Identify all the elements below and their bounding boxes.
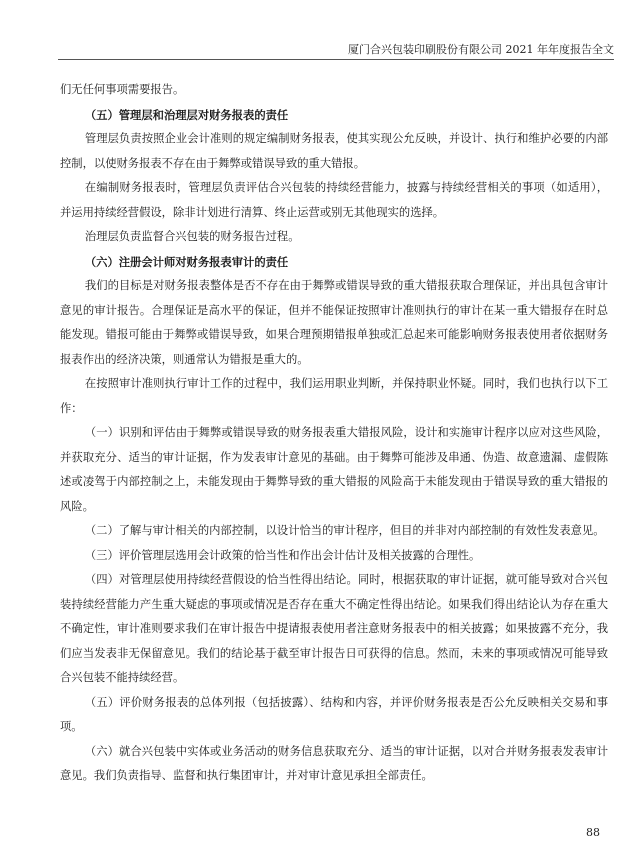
- header-title: 厦门合兴包装印刷股份有限公司 2021 年年度报告全文: [348, 43, 614, 56]
- paragraph: 在编制财务报表时，管理层负责评估合兴包装的持续经营能力，披露与持续经营相关的事项（如适用），并运用持续经营假设，除非计划进行清算、终止运营或别无其他现实的选择。: [60, 181, 608, 219]
- list-item: （六）就合兴包装中实体或业务活动的财务信息获取充分、适当的审计证据，以对合并财务报表发表审计意见。我们负责指导、监督和执行集团审计，并对审计意见承担全部责任。: [60, 744, 608, 782]
- section-heading: （六）注册会计师对财务报表审计的责任: [84, 254, 289, 269]
- paragraph: 管理层负责按照企业会计准则的规定编制财务报表，使其实现公允反映，并设计、执行和维护必要的内部控制，以使财务报表不存在由于舞弊或错误导致的重大错报。: [60, 132, 608, 170]
- section-heading: （五）管理层和治理层对财务报表的责任: [84, 107, 289, 122]
- paragraph: 我们的目标是对财务报表整体是否不存在由于舞弊或错误导致的重大错报获取合理保证，并出具包含审计意见的审计报告。合理保证是高水平的保证，但并不能保证按照审计准则执行的审计在某一重大错报存在时总能发现。错报可能由于舞弊或错误导致，如果合理预期错报单独或汇总起来可能影响财务报表使用者依据财务报表作出的经济决策，则通常认为错报是重大的。: [60, 279, 608, 366]
- page-header: [58, 37, 614, 60]
- paragraph: 在按照审计准则执行审计工作的过程中，我们运用职业判断，并保持职业怀疑。同时，我们也执行以下工作：: [60, 377, 608, 415]
- list-item: （一）识别和评估由于舞弊或错误导致的财务报表重大错报风险，设计和实施审计程序以应对这些风险，并获取充分、适当的审计证据，作为发表审计意见的基础。由于舞弊可能涉及串通、伪造、故意遗漏、虚假陈述或凌驾于内部控制之上，未能发现由于舞弊导致的重大错报的风险高于未能发现由于错误导致的重大错报的风险。: [60, 426, 608, 513]
- list-item: （四）对管理层使用持续经营假设的恰当性得出结论。同时，根据获取的审计证据，就可能导致对合兴包装持续经营能力产生重大疑虑的事项或情况是否存在重大不确定性得出结论。如果我们得出结论认为存在重大不确定性，审计准则要求我们在审计报告中提请报表使用者注意财务报表中的相关披露；如果披露不充分，我们应当发表非无保留意见。我们的结论基于截至审计报告日可获得的信息。然而，未来的事项或情况可能导致合兴包装不能持续经营。: [60, 573, 608, 684]
- list-item: （五）评价财务报表的总体列报（包括披露）、结构和内容，并评价财务报表是否公允反映相关交易和事项。: [60, 695, 608, 733]
- document-body: [60, 78, 608, 789]
- list-item: （三）评价管理层选用会计政策的恰当性和作出会计估计及相关披露的合理性。: [84, 548, 481, 562]
- paragraph: 治理层负责监督合兴包装的财务报告过程。: [84, 230, 300, 243]
- list-item: （二）了解与审计相关的内部控制，以设计恰当的审计程序，但目的并非对内部控制的有效性发表意见。: [84, 524, 605, 537]
- paragraph: 们无任何事项需要报告。: [60, 83, 185, 96]
- page-number: 88: [586, 826, 600, 839]
